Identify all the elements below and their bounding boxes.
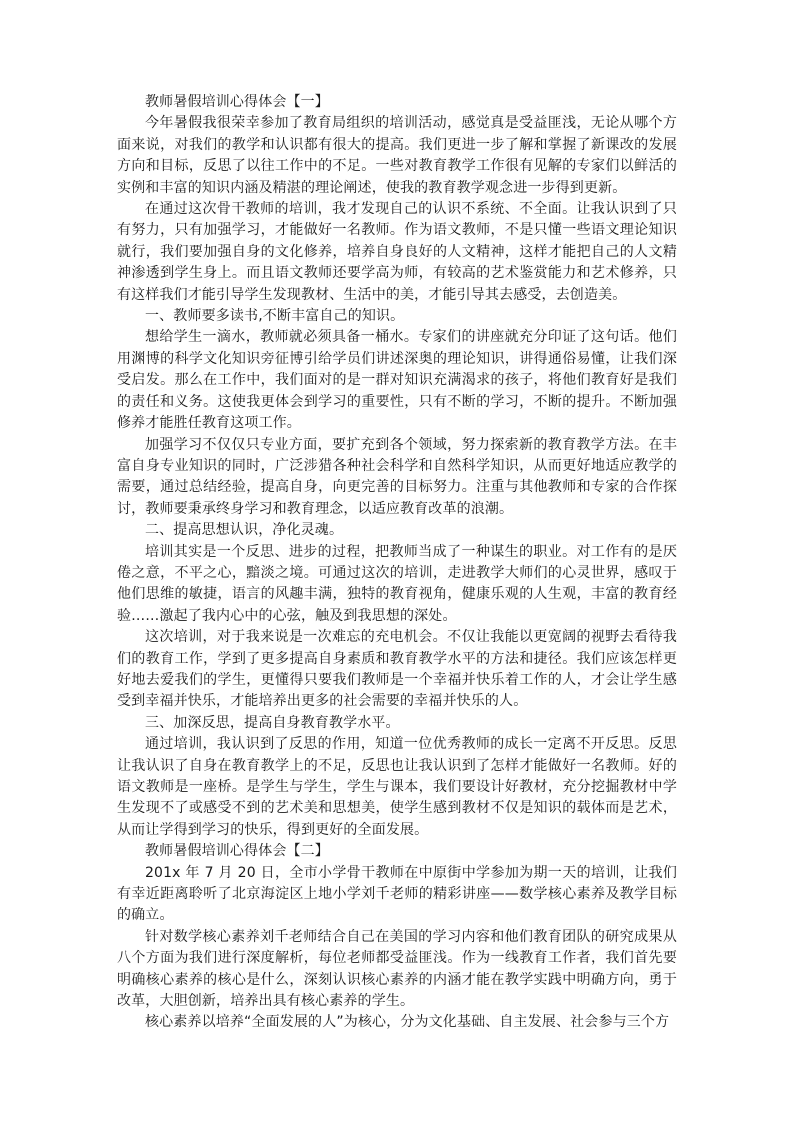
paragraph: 今年暑假我很荣幸参加了教育局组织的培训活动，感觉真是受益匪浅，无论从哪个方面来说，对我们的教学和认识都有很大的提高。我们更进一步了解和掌握了新课改的发展方向和目标，反思了以往工作中的不足。一些对教育教学工作很有见解的专家们以鲜活的实例和丰富的知识内涵及精湛的理论阐述，使我的教育教学观念进一步得到更新。 <box>117 115 677 196</box>
section-title: 教师暑假培训心得体会【一】 <box>145 94 329 110</box>
document-page <box>117 92 677 1034</box>
paragraph: 通过培训，我认识到了反思的作用，知道一位优秀教师的成长一定离不开反思。反思让我认识了自身在教育教学上的不足，反思也让我认识到了怎样才能做好一名教师。好的语文教师是一座桥。是学生与学生，学生与课本，我们要设计好教材，充分挖掘教材中学生发现不了或感受不到的艺术美和思想美，使学生感到教材不仅是知识的载体而是艺术，从而让学得到学习的快乐，得到更好的全面发展。 <box>117 736 677 838</box>
paragraph: 这次培训，对于我来说是一次难忘的充电机会。不仅让我能以更宽阔的视野去看待我们的教育工作，学到了更多提高自身素质和教育教学水平的方法和捷径。我们应该怎样更好地去爱我们的学生，更懂得只要我们教师是一个幸福并快乐着工作的人，才会让学生感受到幸福并快乐，才能培养出更多的社会需要的幸福并快乐的人。 <box>117 629 677 710</box>
paragraph: 针对数学核心素养刘千老师结合自己在美国的学习内容和他们教育团队的研究成果从八个方面为我们进行深度解析，每位老师都受益匪浅。作为一线教育工作者，我们首先要明确核心素养的核心是什么，深刻认识核心素养的内涵才能在教学实践中明确方向，勇于改革，大胆创新，培养出具有核心素养的学生。 <box>117 928 677 1010</box>
paragraph: 在通过这次骨干教师的培训，我才发现自己的认识不系统、不全面。让我认识到了只有努力，只有加强学习，才能做好一名教师。作为语文教师，不是只懂一些语文理论知识就行，我们要加强自身的文化修养，培养自身良好的人文精神，这样才能把自己的人文精神渗透到学生身上。而且语文教师还要学高为师，有较高的艺术鉴赏能力和艺术修养，只有这样我们才能引导学生发现教材、生活中的美，才能引导其去感受，去创造美。 <box>117 201 677 303</box>
paragraph: 想给学生一滴水，教师就必须具备一桶水。专家们的讲座就充分印证了这句话。他们用渊博的科学文化知识旁征博引给学员们讲述深奥的理论知识，讲得通俗易懂，让我们深受启发。那么在工作中，我们面对的是一群对知识充满渴求的孩子，将他们教育好是我们的责任和义务。这使我更体会到学习的重要性，只有不断的学习，不断的提升。不断加强修养才能胜任教育这项工作。 <box>117 329 677 432</box>
subheading: 二、提高思想认识，净化灵魂。 <box>145 522 344 539</box>
section-title: 教师暑假培训心得体会【二】 <box>145 843 329 860</box>
paragraph: 加强学习不仅仅只专业方面，要扩充到各个领域，努力探索新的教育教学方法。在丰富自身专业知识的同时，广泛涉猎各种社会科学和自然科学知识，从而更好地适应教学的需要，通过总结经验，提高自身，向更完善的目标努力。注重与其他教师和专家的合作探讨，教师要秉承终身学习和教育理念，以适应教育改革的浪潮。 <box>117 436 677 517</box>
paragraph: 201x 年 7 月 20 日，全市小学骨干教师在中原街中学参加为期一天的培训，让我们有幸近距离聆听了北京海淀区上地小学刘千老师的精彩讲座——数学核心素养及教学目标的确立。 <box>117 864 677 924</box>
paragraph: 核心素养以培养“全面发展的人”为核心，分为文化基础、自主发展、社会参与三个方 <box>145 1014 670 1031</box>
subheading: 三、加深反思，提高自身教育教学水平。 <box>145 714 400 731</box>
paragraph: 培训其实是一个反思、进步的过程，把教师当成了一种谋生的职业。对工作有的是厌倦之意，不平之心，黯淡之境。可通过这次的培训，走进教学大师们的心灵世界，感叹于他们思维的敏捷，语言的风趣丰满，独特的教育视角，健康乐观的人生观，丰富的教育经验……激起了我内心中的心弦，触及到我思想的深处。 <box>117 543 677 624</box>
subheading: 一、教师要多读书,不断丰富自己的知识。 <box>145 308 405 325</box>
